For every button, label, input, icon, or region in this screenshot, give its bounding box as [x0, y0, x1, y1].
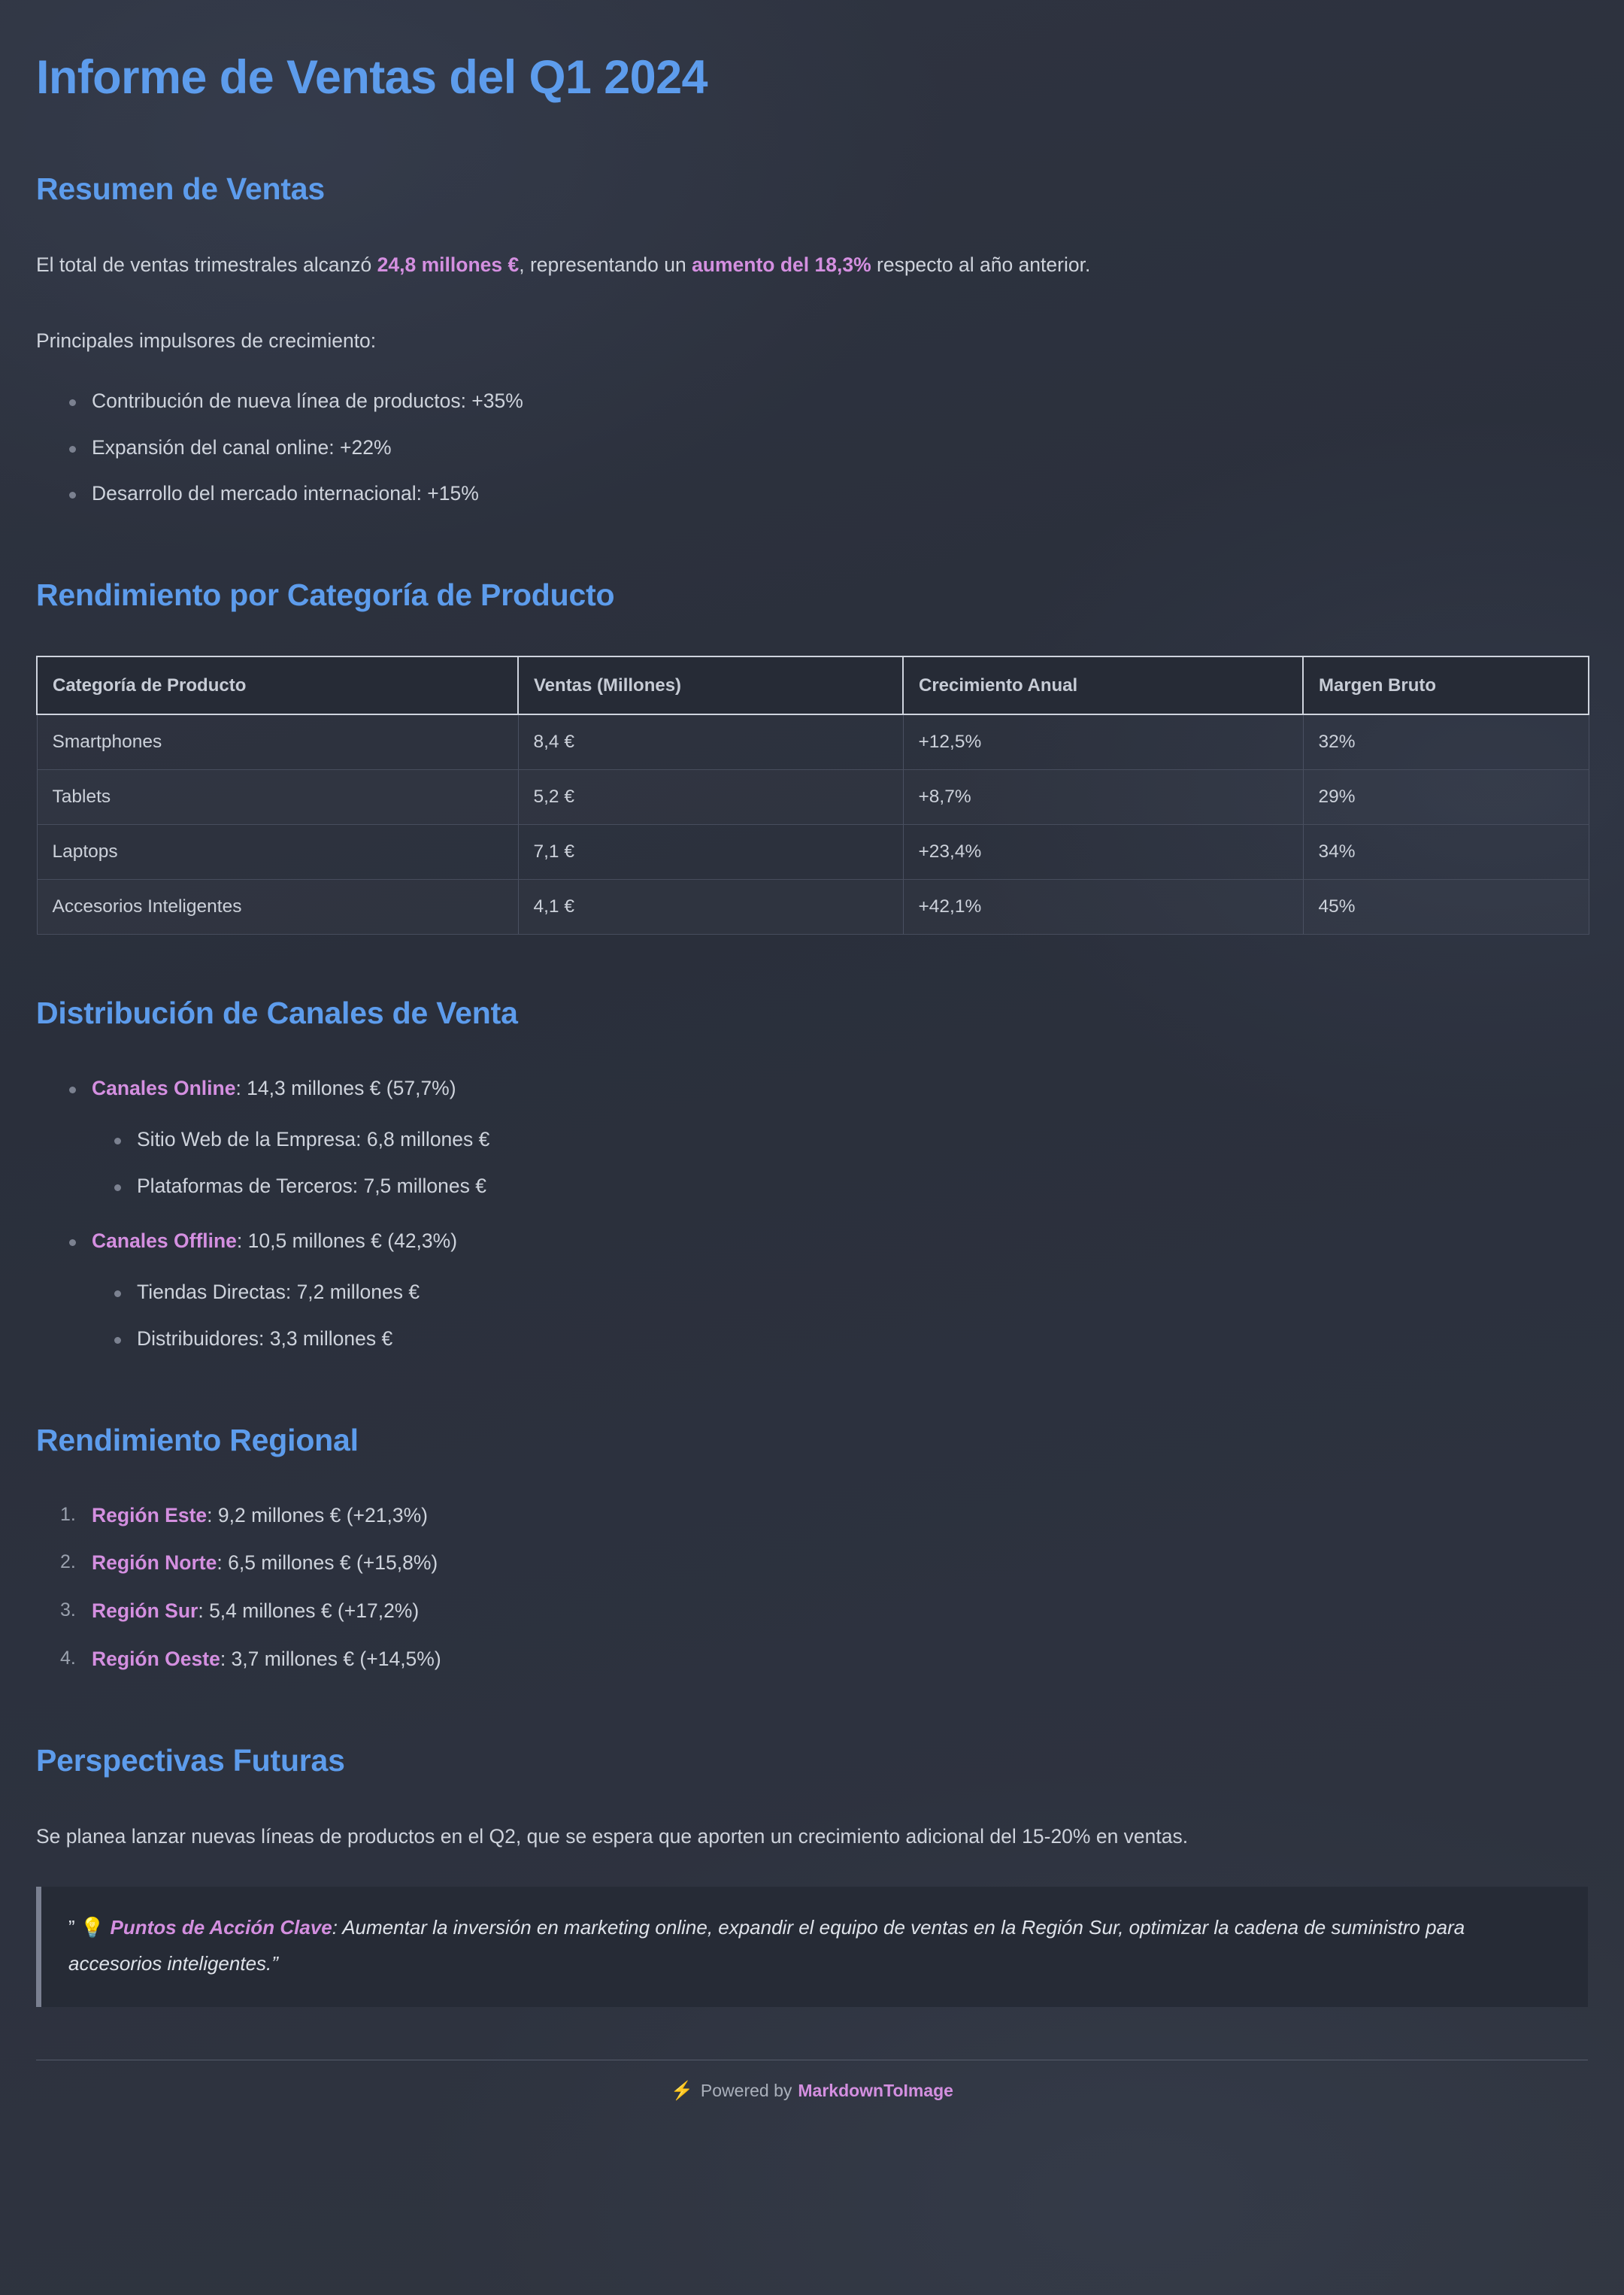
column-header-crecimiento: Crecimiento Anual [903, 656, 1303, 714]
channels-list-offline [36, 1226, 1588, 1257]
list-item: Desarrollo del mercado internacional: +15% [36, 479, 1588, 509]
footer [36, 2060, 1588, 2102]
summary-highlight-growth: aumento del 18,3% [692, 253, 871, 276]
callout-label: Puntos de Acción Clave [110, 1915, 332, 1939]
regional-list [36, 1501, 1588, 1675]
list-item: Sitio Web de la Empresa: 6,8 millones € [36, 1125, 1588, 1155]
region-label: Región Oeste [92, 1647, 220, 1670]
cell-crecimiento: +8,7% [903, 770, 1303, 825]
callout-body: : Aumentar la inversión en marketing online, expandir el equipo de ventas en la Región Sur, optimizar la cadena de suministro para accesorios inteligentes.” [68, 1915, 1465, 1975]
section-heading-resumen: Resumen de Ventas [36, 171, 325, 206]
channel-label-online: Canales Online [92, 1077, 236, 1100]
table-row [37, 880, 1589, 935]
cell-crecimiento: +23,4% [903, 825, 1303, 880]
page-title: Informe de Ventas del Q1 2024 [36, 51, 707, 104]
cell-categoria: Accesorios Inteligentes [37, 880, 518, 935]
list-item: Contribución de nueva línea de productos: +35% [36, 387, 1588, 417]
table-row [37, 825, 1589, 880]
cell-margen: 34% [1303, 825, 1589, 880]
footer-brand[interactable]: MarkdownToImage [798, 2081, 953, 2101]
region-label: Región Este [92, 1503, 208, 1526]
cell-ventas: 5,2 € [518, 770, 903, 825]
list-item [36, 1596, 1588, 1627]
region-label: Región Sur [92, 1599, 198, 1623]
section-heading-perspectivas: Perspectivas Futuras [36, 1742, 345, 1778]
cell-ventas: 8,4 € [518, 714, 903, 769]
growth-drivers-list [36, 387, 1588, 509]
cell-ventas: 7,1 € [518, 825, 903, 880]
list-item [36, 1645, 1588, 1675]
summary-highlight-total: 24,8 millones € [377, 253, 520, 276]
channel-value-offline: : 10,5 millones € (42,3%) [236, 1229, 458, 1253]
region-value: : 9,2 millones € (+21,3%) [207, 1503, 428, 1526]
list-item: Distribuidores: 3,3 millones € [36, 1324, 1588, 1354]
list-item [36, 1548, 1588, 1578]
region-value: : 6,5 millones € (+15,8%) [217, 1551, 438, 1575]
section-heading-canales: Distribución de Canales de Venta [36, 995, 518, 1030]
column-header-margen: Margen Bruto [1303, 656, 1589, 714]
region-value: : 3,7 millones € (+14,5%) [220, 1647, 441, 1670]
channels-list [36, 1074, 1588, 1104]
table-row [37, 714, 1589, 769]
column-header-categoria: Categoría de Producto [37, 656, 518, 714]
channel-value-online: : 14,3 millones € (57,7%) [235, 1077, 456, 1100]
list-item: Expansión del canal online: +22% [36, 433, 1588, 463]
open-quote: ” [68, 1915, 75, 1939]
cell-crecimiento: +12,5% [903, 714, 1303, 769]
key-action-callout [36, 1887, 1588, 2007]
region-label: Región Norte [92, 1551, 217, 1575]
summary-text-part3: respecto al año anterior. [871, 253, 1091, 276]
list-item [36, 1226, 1588, 1257]
callout-text [68, 1909, 1561, 1981]
cell-categoria: Tablets [37, 770, 518, 825]
channel-label-offline: Canales Offline [92, 1229, 237, 1253]
summary-paragraph [36, 250, 1588, 280]
list-item: Tiendas Directas: 7,2 millones € [36, 1278, 1588, 1308]
outlook-paragraph: Se planea lanzar nuevas líneas de productos en el Q2, que se espera que aporten un crecimiento adicional del 15-20% en ventas. [36, 1824, 1189, 1848]
channels-online-sublist [36, 1125, 1588, 1202]
list-item [36, 1074, 1588, 1104]
column-header-ventas: Ventas (Millones) [518, 656, 903, 714]
lightbulb-icon: 💡 [80, 1915, 105, 1939]
table-header-row [37, 656, 1589, 714]
cell-categoria: Smartphones [37, 714, 518, 769]
footer-powered-by: Powered by [700, 2081, 792, 2101]
cell-margen: 29% [1303, 770, 1589, 825]
cell-crecimiento: +42,1% [903, 880, 1303, 935]
channels-offline-sublist [36, 1278, 1588, 1354]
cell-ventas: 4,1 € [518, 880, 903, 935]
table-row [37, 770, 1589, 825]
lightning-bolt-icon: ⚡ [671, 2081, 693, 2102]
list-item: Plataformas de Terceros: 7,5 millones € [36, 1172, 1588, 1202]
category-performance-table [36, 656, 1589, 935]
cell-categoria: Laptops [37, 825, 518, 880]
section-heading-categoria: Rendimiento por Categoría de Producto [36, 578, 615, 613]
summary-text-part1: El total de ventas trimestrales alcanzó [36, 253, 377, 276]
section-heading-regional: Rendimiento Regional [36, 1422, 359, 1457]
summary-text-part2: , representando un [519, 253, 692, 276]
list-item [36, 1501, 1588, 1531]
drivers-intro: Principales impulsores de crecimiento: [36, 329, 377, 352]
region-value: : 5,4 millones € (+17,2%) [198, 1599, 420, 1623]
cell-margen: 45% [1303, 880, 1589, 935]
cell-margen: 32% [1303, 714, 1589, 769]
